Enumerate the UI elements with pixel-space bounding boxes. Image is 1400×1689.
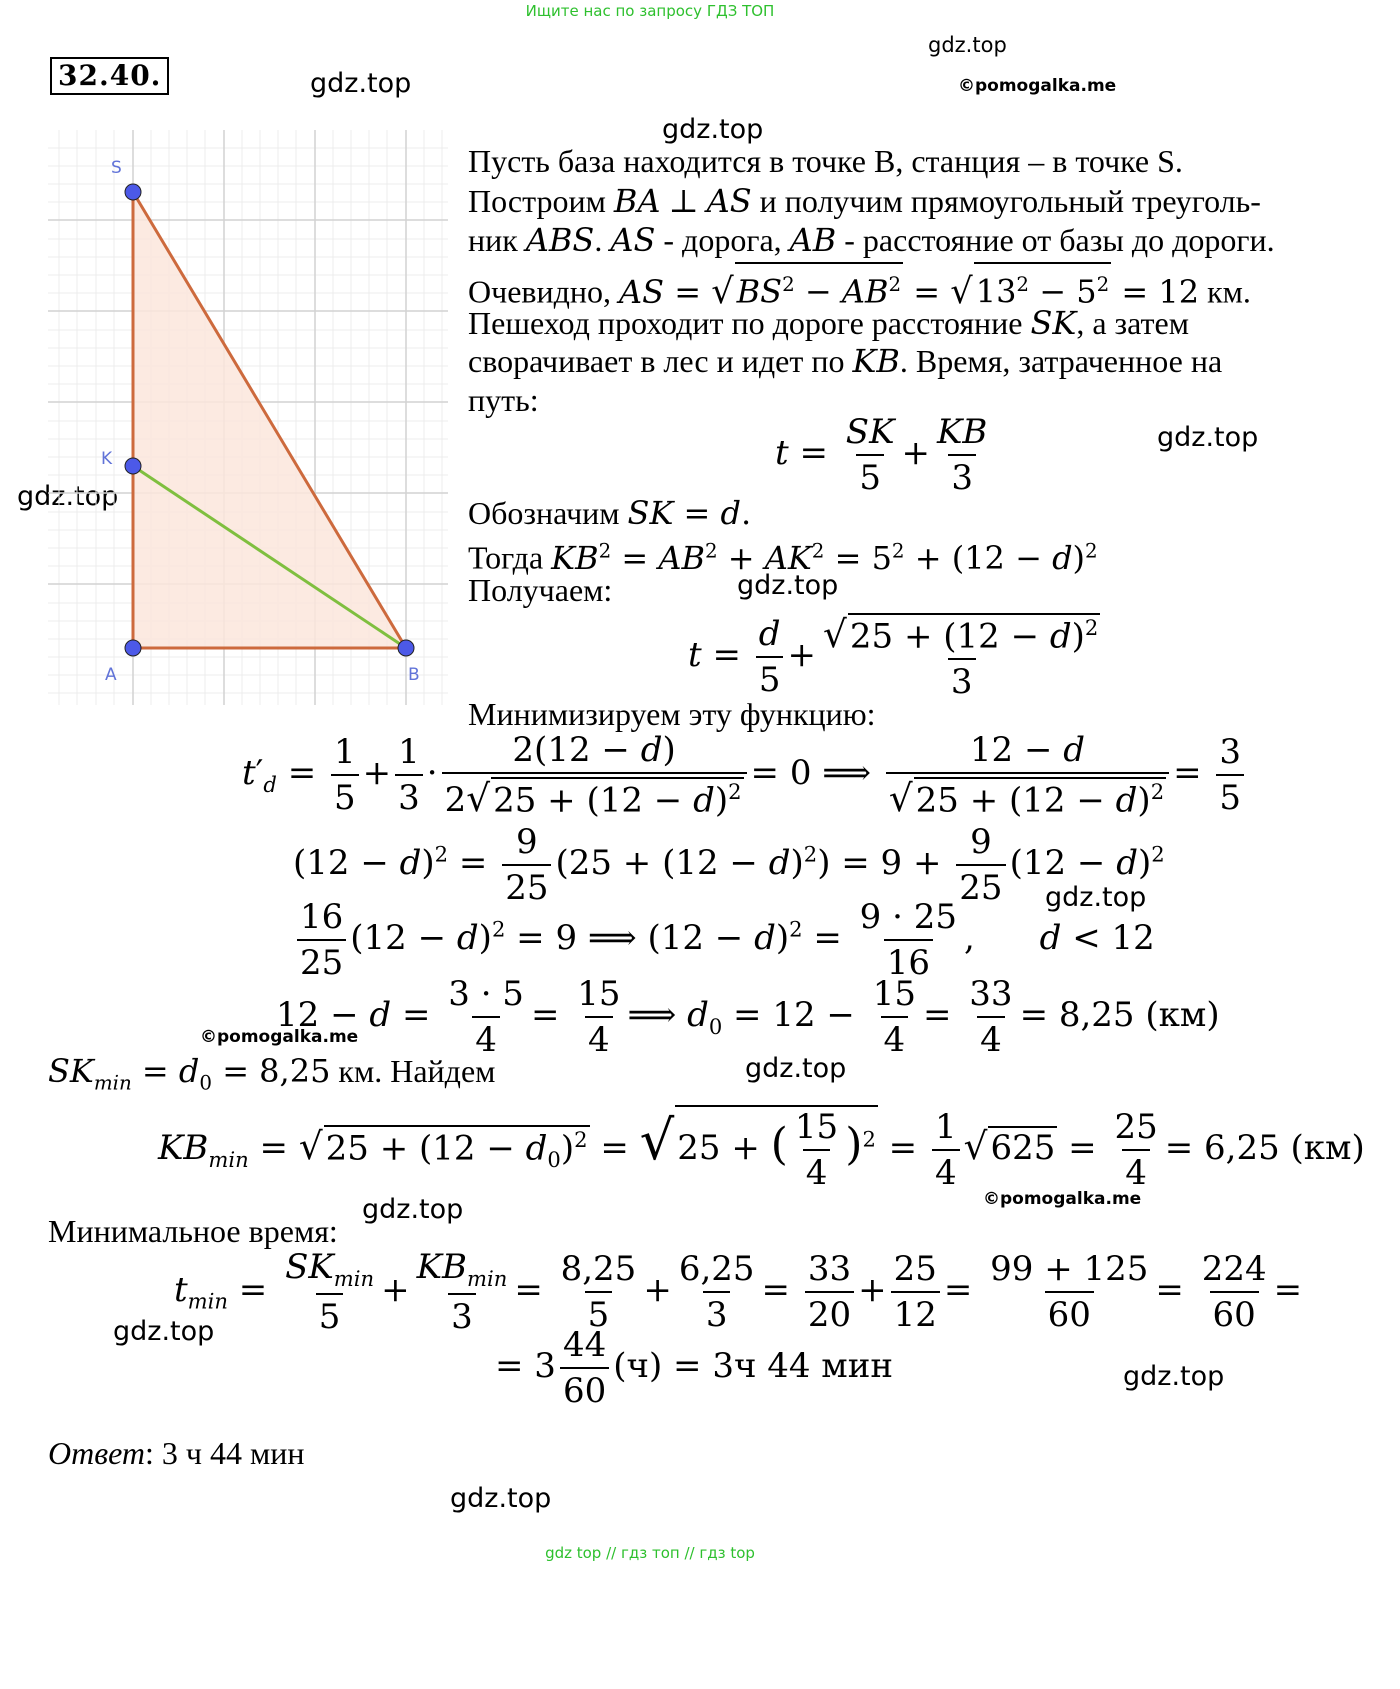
formula-derivative: $t'_d$ = $\frac{1}{5}$ + $\frac{1}{3}$ · $\frac{2(12 - d)}{2√25 + (12 - d)^2}$ = 0 ⟹ $\frac{12 - d}{√25 + (12 - d)^2}$ = $\frac{3}{5}$ bbox=[242, 730, 1248, 820]
point-a bbox=[125, 640, 141, 656]
label-s: S bbox=[111, 158, 122, 178]
watermark-8: gdz.top bbox=[745, 1053, 847, 1084]
text-line-3: ник ABS. AS - дорога, AB - расстояние от базы до дороги. bbox=[468, 221, 1275, 259]
text-line-7: путь: bbox=[468, 382, 539, 418]
text-line-9: Тогда $KB^2 = AB^2 + AK^2 = 5^2 + (12 - d)^2$ bbox=[468, 538, 1098, 577]
watermark-5: gdz.top bbox=[17, 481, 119, 512]
text-line-2: Построим BA ⊥ AS и получим прямоугольный треуголь- bbox=[468, 182, 1261, 220]
formula-tmin: $t_{min}$ = $\frac{SK_{min}}{5}$ + $\frac{KB_{min}}{3}$ = $\frac{8,25}{5}$ + $\frac{6,25}{3}$ = $\frac{33}{20}$ + $\frac{25}{12}$ = $\frac{99 + 125}{60}$ = $\frac{224}{60}$ = bbox=[174, 1247, 1303, 1337]
triangle-abs bbox=[133, 192, 406, 648]
formula-tmin-result: = 3 $\frac{44}{60}$ (ч) = 3ч 44 мин bbox=[495, 1325, 894, 1411]
copyright-1: ©pomogalka.me bbox=[958, 76, 1117, 96]
problem-number: 32.40. bbox=[50, 57, 169, 95]
text-line-8: Обозначим SK = d. bbox=[468, 494, 752, 532]
footer-links[interactable]: gdz top // гдз топ // гдз top bbox=[545, 1544, 755, 1562]
text-line-1: Пусть база находится в точке B, станция – в точке S. bbox=[468, 143, 1183, 179]
formula-kbmin: $KB_{min} = √25 + (12 - d_0)^2 = √25$ + ( $\frac{15}{4}$ )$^2$ = $\frac{1}{4}$ √625 = $\frac{25}{4}$ = 6,25 (км) bbox=[158, 1107, 1365, 1193]
answer: Ответ: 3 ч 44 мин bbox=[48, 1435, 305, 1471]
text-line-10: Получаем: bbox=[468, 572, 613, 608]
formula-t-d: t = $\frac{d}{5}$ + $\frac{√25 + (12 - d)^2}{3}$ bbox=[688, 612, 1099, 702]
point-k bbox=[125, 458, 141, 474]
label-k: K bbox=[101, 449, 113, 469]
text-line-12: $SK_{min} = d_0 = 8,25$ км. Найдем bbox=[48, 1052, 496, 1095]
top-banner[interactable]: Ищите нас по запросу ГДЗ ТОП bbox=[525, 2, 775, 20]
watermark-3: gdz.top bbox=[662, 114, 764, 145]
copyright-2: ©pomogalka.me bbox=[200, 1027, 359, 1047]
point-b bbox=[398, 640, 414, 656]
formula-t: t = $\frac{SK}{5}$ + $\frac{KB}{3}$ bbox=[775, 412, 988, 498]
text-line-5: Пешеход проходит по дороге расстояние SK, а затем bbox=[468, 304, 1189, 342]
formula-square: $(12 - d)^2$ = $\frac{9}{25}$ $(25 + (12 - d)^2) = 9$ + $\frac{9}{25}$ $(12 - d)^2$ bbox=[293, 822, 1165, 908]
triangle-figure bbox=[48, 130, 450, 705]
text-line-4: Очевидно, AS = $√BS^2 - AB^2 = √13^2 - 5^2 = 12$ км. bbox=[468, 262, 1251, 313]
point-s bbox=[125, 184, 141, 200]
text-line-6: сворачивает в лес и идет по KB. Время, затраченное на bbox=[468, 342, 1223, 380]
formula-d0: 12 − d = $\frac{3 \cdot 5}{4}$ = $\frac{15}{4}$ ⟹ $d_0 = 12$ − $\frac{15}{4}$ = $\frac{33}{4}$ = 8,25 (км) bbox=[276, 974, 1220, 1060]
copyright-3: ©pomogalka.me bbox=[983, 1189, 1142, 1209]
text-line-13: Минимальное время: bbox=[48, 1213, 338, 1249]
text-line-11: Минимизируем эту функцию: bbox=[468, 696, 876, 732]
watermark-7: gdz.top bbox=[1045, 882, 1147, 913]
watermark-6: gdz.top bbox=[737, 570, 839, 601]
watermark-10: gdz.top bbox=[113, 1316, 215, 1347]
watermark-11: gdz.top bbox=[1123, 1361, 1225, 1392]
watermark-2: gdz.top bbox=[928, 33, 1007, 57]
watermark-12: gdz.top bbox=[450, 1483, 552, 1514]
watermark-1: gdz.top bbox=[310, 68, 412, 99]
label-a: A bbox=[105, 665, 117, 685]
formula-solve: $\frac{16}{25}$ $(12 - d)^2 = 9$ ⟹ $(12 - d)^2$ = $\frac{9 \cdot 25}{16}$ , d < 12 bbox=[293, 897, 1155, 983]
label-b: B bbox=[408, 665, 420, 685]
watermark-4: gdz.top bbox=[1157, 422, 1259, 453]
watermark-9: gdz.top bbox=[362, 1194, 464, 1225]
